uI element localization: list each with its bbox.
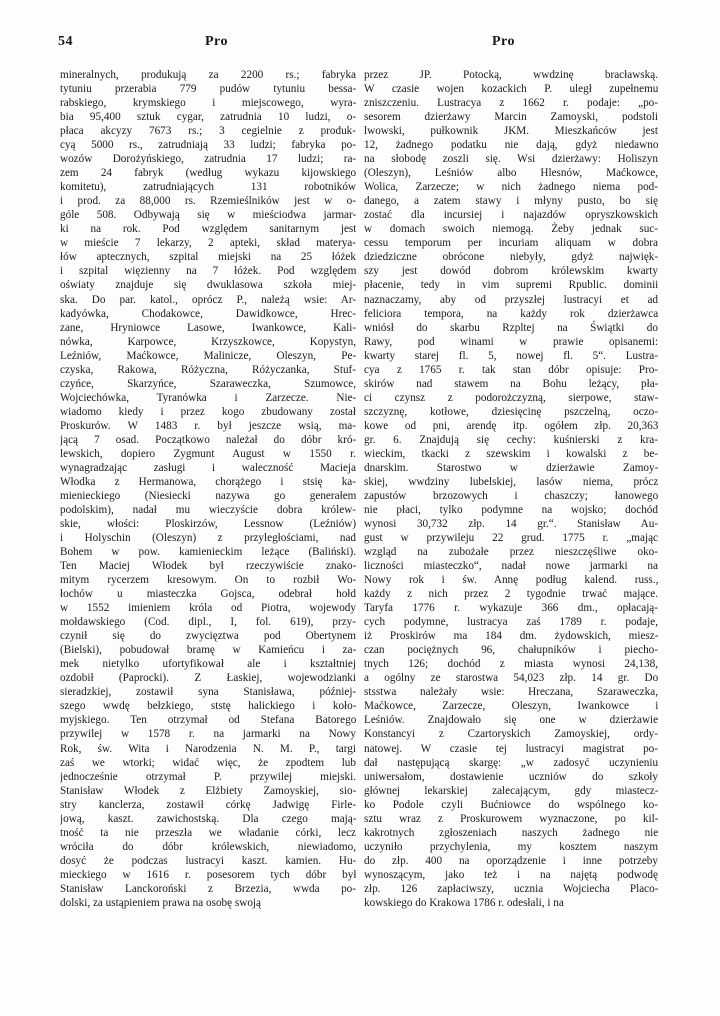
text-line: sesorem dzierżawy Marcin Zamoyski, podstoli [364,111,658,124]
text-line: czyska, Rakowa, Różyczna, Różyczanka, Stuf- [60,363,356,376]
text-line: Bohem w pow. kamienieckim leżące (Baliński). [60,546,356,559]
text-line: i prod. za 88,000 rs. Rzemieślników jest w o- [60,195,356,208]
text-line: feliciora tempora, na każdy rok dzierżawca [364,307,658,320]
text-line: Maćkowce, Zarzecze, Oleszyn, Iwankowce i [364,700,658,713]
text-line: szego wwdę bełzkiego, ststę halickiego i koło- [60,700,356,713]
text-line: dał następującą skargę: „w zadosyć uczynieniu [364,756,658,769]
text-line: (Bielski), pobudował bramę w Kamieńcu i za- [60,644,356,657]
right-text-column [364,68,658,1000]
text-line: zane, Hryniowce Lasowe, Iwankowce, Kali- [60,321,356,334]
text-line: złp. 126 zapłaciwszy, ucznia Wojciecha Placo- [364,882,658,895]
text-line: kadyówka, Chodakowce, Dawidkowce, Hrec- [60,307,356,320]
text-line: w mieście 7 lekarzy, 2 apteki, skład materya- [60,237,356,250]
text-line: Wolica, Zarzecze; w nich żadnego niema pod- [364,181,658,194]
text-line: uniwersałom, dostawienie uczniów do szkoły [364,770,658,783]
text-line: danego, a zatem stawy i młyny pusto, bo się [364,195,658,208]
text-line: wieckim, tkacki z szewskim i kowalski z be- [364,447,658,460]
text-line: kowskiego do Krakowa 1786 r. odesłali, i na [364,896,564,909]
text-line: tytuniu przerabia 779 pudów tytuniu bessa- [60,83,356,96]
text-line: czan pociężnych 96, chałupników i piecho- [364,644,658,657]
text-line: bia 95,400 sztuk cygar, zatrudnia 10 ludzi, o- [60,111,356,124]
text-line: płacenie, tedy in vim supremi Rpublic. dominii [364,279,658,292]
text-line: wynoszącym, jako też i na najętą podwodę [364,868,658,881]
text-line: lewskich, dopiero Zygmunt August w 1550 r. [60,447,356,460]
text-line: mitym rycerzem kresowym. On to rozbił Wo- [60,574,356,587]
text-line: łochów u miasteczka Gojsca, odebrał hołd [60,588,356,601]
text-line: Stanisław Włodek z Elżbiety Zamoyskiej, sio- [60,784,356,797]
left-text-column [60,68,356,1000]
text-line: gr. 6. Znajdują się cechy: kuśnierski z kra- [364,433,658,446]
text-line: komitetu), zatrudniających 131 robotników [60,181,356,194]
text-line: czynił się do zwycięztwa pod Obertynem [60,630,356,643]
text-line: uczyniło przychylenia, my kosztem naszym [364,840,658,853]
text-line: wynosi 30,732 złp. 14 gr.“. Stanisław Au- [364,518,658,530]
text-line: W czasie wojen kozackich P. uległ zupełnemu [364,83,658,96]
text-line: (Oleszyn), Leśniów albo Hlesnów, Maćkowce, [364,167,658,180]
text-line: Rok, św. Wita i Narodzenia N. M. P., targi [60,742,356,755]
text-line: naznaczamy, aby od przyszłej lustracyi et ad [364,293,658,306]
text-line: Wojciechówka, Tyranówka i Zarzecze. Nie- [60,391,356,404]
text-line: Nowy rok i św. Annę podług kalend. russ., [364,574,658,587]
text-line: myjskiego. Ten otrzymał od Stefana Batorego [60,714,356,727]
text-line: wynagradzając zasługi i waleczność Macieja [60,461,356,474]
text-line: cya z 1765 r. tak stan dóbr opisuje: Pro- [364,363,658,376]
text-line: łów aptecznych, szpital miejski na 25 łóżek [60,251,356,264]
text-line: Leźniów, Maćkowce, Malinicze, Oleszyn, Pe- [60,349,356,362]
text-line: przywilej w 1578 r. na jarmarki na Nowy [60,728,356,741]
text-line: sieradzkiej, zostawił syna Stanisława, później- [60,686,356,699]
text-line: płaca akcyzy 7673 rs.; 3 cegielnie z produk- [60,125,356,138]
text-line: mek nietylko ufortyfikował ale i kształtniej [60,658,356,671]
text-line: cessu temporum per incuriam aliquam w dobra [364,237,658,250]
text-line: dnarskim. Starostwo w dzierżawie Zamoy- [364,461,658,474]
text-line: jednocześnie otrzymał P. przywilej miejski. [60,770,356,783]
text-line: Proskurów. W 1483 r. był jeszcze wsią, ma- [60,419,356,432]
text-line: skiej, wwdziny lubelskiej, lasów niema, prócz [364,475,658,488]
text-line: iż Proskirów ma 184 dm. żydowskich, miesz- [364,630,658,643]
text-line: Włodka z Hermanowa, chorążego i stsię ka- [60,475,356,488]
text-line: dziedziczne obrócone niebyły, gdyż najwięk- [364,251,658,264]
text-line: w 1552 imieniem króla od Piotra, wojewody [60,602,356,615]
text-line: szy jest dowód dobrom królewskim kwarty [364,265,658,278]
text-line: skie, włości: Ploskirzów, Lessnow (Leźniów) [60,518,356,530]
text-line: ci czynsz z podorożczyzną, sierpowe, staw- [364,391,658,404]
text-line: dosyć że podczas lustracyi kaszt. kamien. Hu- [60,854,356,867]
text-line: rabskiego, krymskiego i miejscowego, wyra- [60,97,356,110]
text-line: zapustów brzozowych i chaszczy; łanowego [364,489,658,502]
text-line: ko Podole czyli Bućniowce do wspólnego ko- [364,798,658,811]
text-line: mieckiego w 1616 r. posesorem tych dóbr był [60,868,356,881]
text-line: kakrotnych zgłoszeniach naszych żadnego nie [364,826,658,839]
text-line: kowe od pni, arendę itp. ogółem złp. 20,363 [364,419,658,432]
text-line: gust w przywileju 22 grud. 1775 r. „mając [364,532,658,545]
text-line: oświaty znajduje się dwuklasowa szkoła miej- [60,279,356,292]
text-line: mienieckiego (Niesiecki nazywa go generałem [60,489,356,502]
text-line: podolskim), nadał mu wieczyście dobra królew- [60,503,356,516]
text-line: zaś we wtorki; widać więc, że zpodtem lub [60,756,356,769]
text-line: czyńce, Skarzyńce, Szaraweczka, Szumowce, [60,377,356,390]
text-line: kwarty starej fl. 5, nowej fl. 5“. Lustra- [364,349,658,362]
text-line: liczności miasteczko“, nadał nowe jarmarki na [364,560,658,573]
text-line: Leśniów. Znajdowało się one w dzierżawie [364,714,658,727]
text-line: lwowski, pułkownik JKM. Mieszkańców jest [364,125,658,138]
text-line: i Holyschin (Oleszyn) z przyległościami, nad [60,532,356,545]
text-line: Taryfa 1776 r. wykazuje 366 dm., opłacają- [364,602,658,615]
text-line: zniszczeniu. Lustracya z 1662 r. podaje: „po- [364,97,658,110]
text-line: cych podymne, lustracya zaś 1789 r. podaje, [364,616,658,629]
text-line: wniósł do skarbu Rzpltej na Świątki do [364,321,658,334]
text-line: szczyznę, kotłowe, dziesięcinę pszczelną, oczo- [364,405,658,418]
text-line: Rawy, pod winami w prawie opisanemi: [364,335,658,348]
text-line: Stanisław Lanckoroński z Brzezia, wwda po- [60,882,356,895]
text-line: wiadomo kiedy i przez kogo zbudowany został [60,405,356,418]
text-line: mołdawskiego (Cod. dipl., I, fol. 619), przy- [60,616,356,629]
text-line: zostać dla incursiej i najazdów opryszkowskich [364,209,658,222]
text-line: skirów nad stawem na Bohu leżący, pła- [364,377,658,390]
text-line: natowej. W czasie tej lustracyi magistrat po- [364,742,658,755]
text-line: Konstancyi z Czartoryskich Zamoyskiej, ordy- [364,728,658,741]
text-line: głównej lekarskiej zalecającym, gdy miastecz- [364,784,658,797]
text-line: do złp. 400 na oporządzenie i inne potrzeby [364,854,658,867]
text-line: cyą 5000 rs., zatrudniają 33 ludzi; fabryka po- [60,139,356,152]
text-line: 12, żadnego podatku nie dają, gdyż niedawno [364,139,658,152]
text-line: w domach swoich niemogą. Żeby jednak suc- [364,223,658,236]
text-line: ozdobił (Paprocki). Z Łaskiej, wojewodzianki [60,672,356,685]
text-line: a ogólny ze starostwa 54,023 złp. 14 gr. Do [364,672,658,685]
text-line: wozów Dorożyńskiego, zatrudnia 17 ludzi; ra- [60,153,356,166]
text-line: każdy z nich przez 2 tygodnie trwać mające. [364,588,658,601]
text-line: jową, kaszt. zawichostską. Dla czego mają- [60,812,356,825]
text-line: przez JP. Potocką, wwdzinę bracławską. [364,69,658,81]
text-line: stry kanclerza, zostawił córkę Jadwigę Firle- [60,798,356,811]
text-line: tność ta nie przeszła we władanie córki, lecz [60,826,356,839]
text-line: i szpital więzienny na 7 łóżek. Pod względem [60,265,356,278]
text-line: Ten Maciej Włodek był rzeczywiście znako- [60,560,356,573]
text-line: nie płaci, tylko podymne na wojsko; dochód [364,503,658,516]
text-line: jącą 7 osad. Początkowo należał do dóbr kró- [60,433,356,446]
text-line: stsstwa należały wsie: Hreczana, Szaraweczka, [364,686,658,699]
text-line: nówka, Karpowce, Krzyszkowce, Kopystyn, [60,335,356,348]
left-running-head: Pro [205,34,229,49]
text-line: ska. Do par. katol., oprócz P., należą wsie: Ar- [60,293,356,306]
text-line: dolski, za ustąpieniem prawa na osobę swoją [60,896,262,909]
text-line: góle 508. Odbywają się w mieściodwa jarmar- [60,209,356,222]
text-line: ki na rok. Pod względem sanitarnym jest [60,223,356,236]
text-line: tnych 126; dochód z miasta wynosi 24,138, [364,658,658,671]
text-line: mineralnych, produkują za 2200 rs.; fabryka [60,69,356,81]
page-number: 54 [58,34,73,49]
text-line: zem 24 fabryk (według wykazu kijowskiego [60,167,356,180]
text-line: na słobodę zoszli się. Wsi dzierżawy: Holiszyn [364,153,658,166]
right-running-head: Pro [492,34,516,49]
text-line: sztu wraz z Proskurowem wyznaczone, po kil- [364,812,658,825]
text-line: wróciła do dóbr królewskich, niewiadomo, [60,840,356,853]
text-line: wzgląd na zubożałe przez nieszczęśliwe oko- [364,546,658,559]
